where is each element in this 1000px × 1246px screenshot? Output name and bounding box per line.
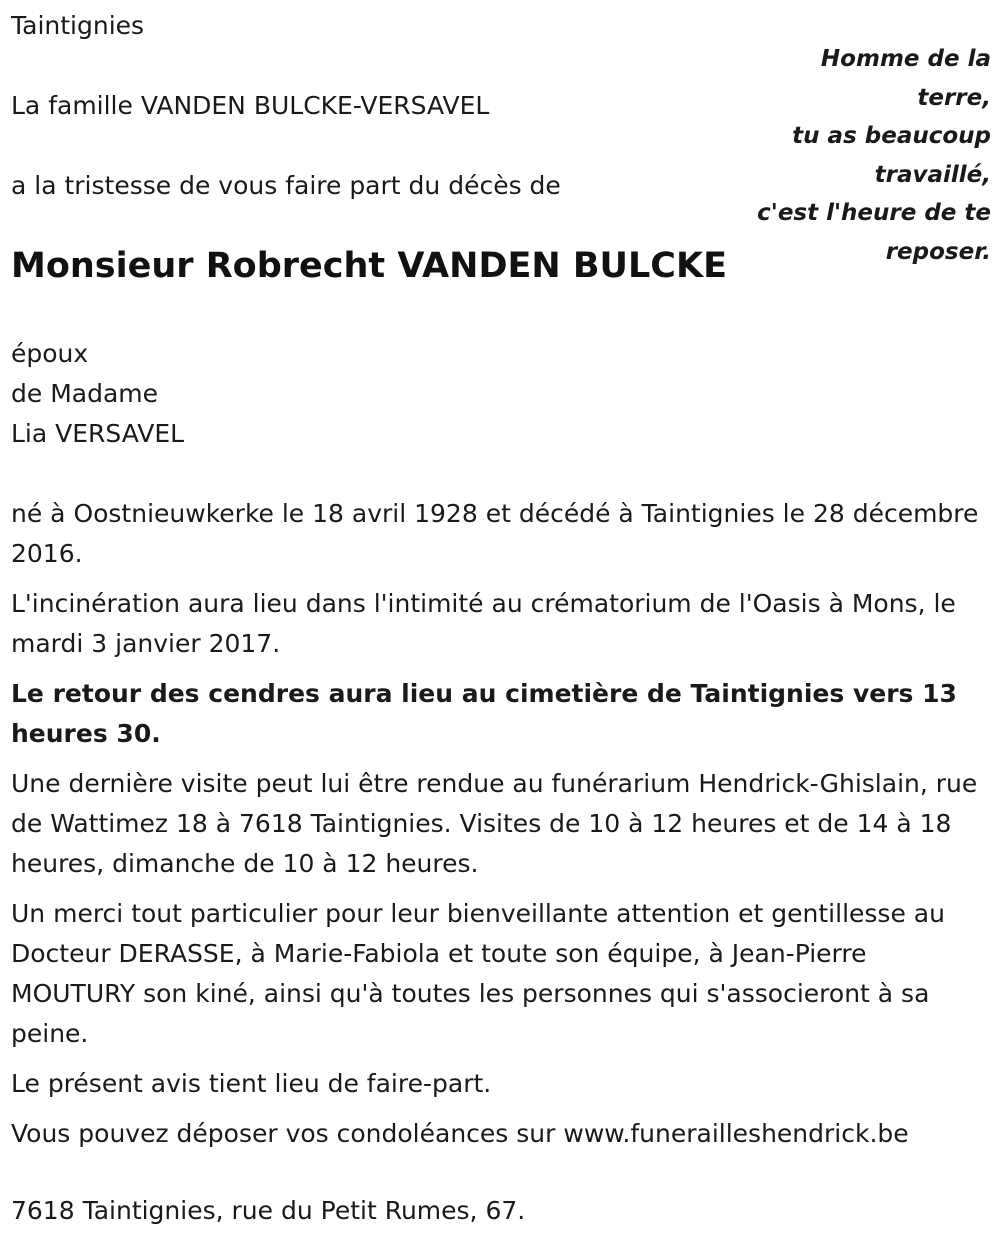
poem-line: Homme de la (820, 46, 991, 72)
poem-line: tu as beaucoup (792, 123, 991, 150)
deceased-name: Monsieur Robrecht VANDEN BULCKE (11, 246, 727, 286)
obituary-body (11, 494, 991, 1164)
poem-line: travaillé, (874, 161, 991, 188)
notice-paragraph: Le présent avis tient lieu de faire-part. (11, 1069, 492, 1098)
spouse-block (11, 334, 184, 454)
town-heading: Taintignies (11, 11, 145, 40)
visit-paragraph: Une dernière visite peut lui être rendue au funérarium Hendrick-Ghislain, rue de Wattimez 18 à 7618 Taintignies. Visites de 10 à 12 heures et de 14 à 18 heures, dimanche de 10 à 12 heures. (11, 769, 978, 878)
thanks-paragraph: Un merci tout particulier pour leur bienveillante attention et gentillesse au Docteur DERASSE, à Marie-Fabiola et toute son équipe, à Jean-Pierre MOUTURY son kiné, ainsi qu'à toutes les personnes qui s'associeront à sa peine. (11, 899, 945, 1048)
ashes-paragraph: Le retour des cendres aura lieu au cimetière de Taintignies vers 13 heures 30. (11, 679, 957, 748)
poem-line: reposer. (885, 238, 991, 265)
spouse-title: de Madame (11, 379, 159, 408)
memorial-poem (721, 40, 991, 272)
family-line: La famille VANDEN BULCKE-VERSAVEL (11, 91, 490, 120)
announcement-line: a la tristesse de vous faire part du décès de (11, 171, 561, 200)
birth-death-paragraph: né à Oostnieuwkerke le 18 avril 1928 et décédé à Taintignies le 28 décembre 2016. (11, 499, 979, 568)
condolences-paragraph: Vous pouvez déposer vos condoléances sur www.funerailleshendrick.be (11, 1119, 909, 1148)
spouse-name: Lia VERSAVEL (11, 419, 185, 448)
home-address: 7618 Taintignies, rue du Petit Rumes, 67. (11, 1196, 526, 1225)
spouse-relation: époux (11, 339, 89, 368)
poem-line: terre, (917, 84, 991, 111)
cremation-paragraph: L'incinération aura lieu dans l'intimité au crématorium de l'Oasis à Mons, le mardi 3 janvier 2017. (11, 589, 956, 658)
poem-line: c'est l'heure de te (757, 200, 991, 227)
